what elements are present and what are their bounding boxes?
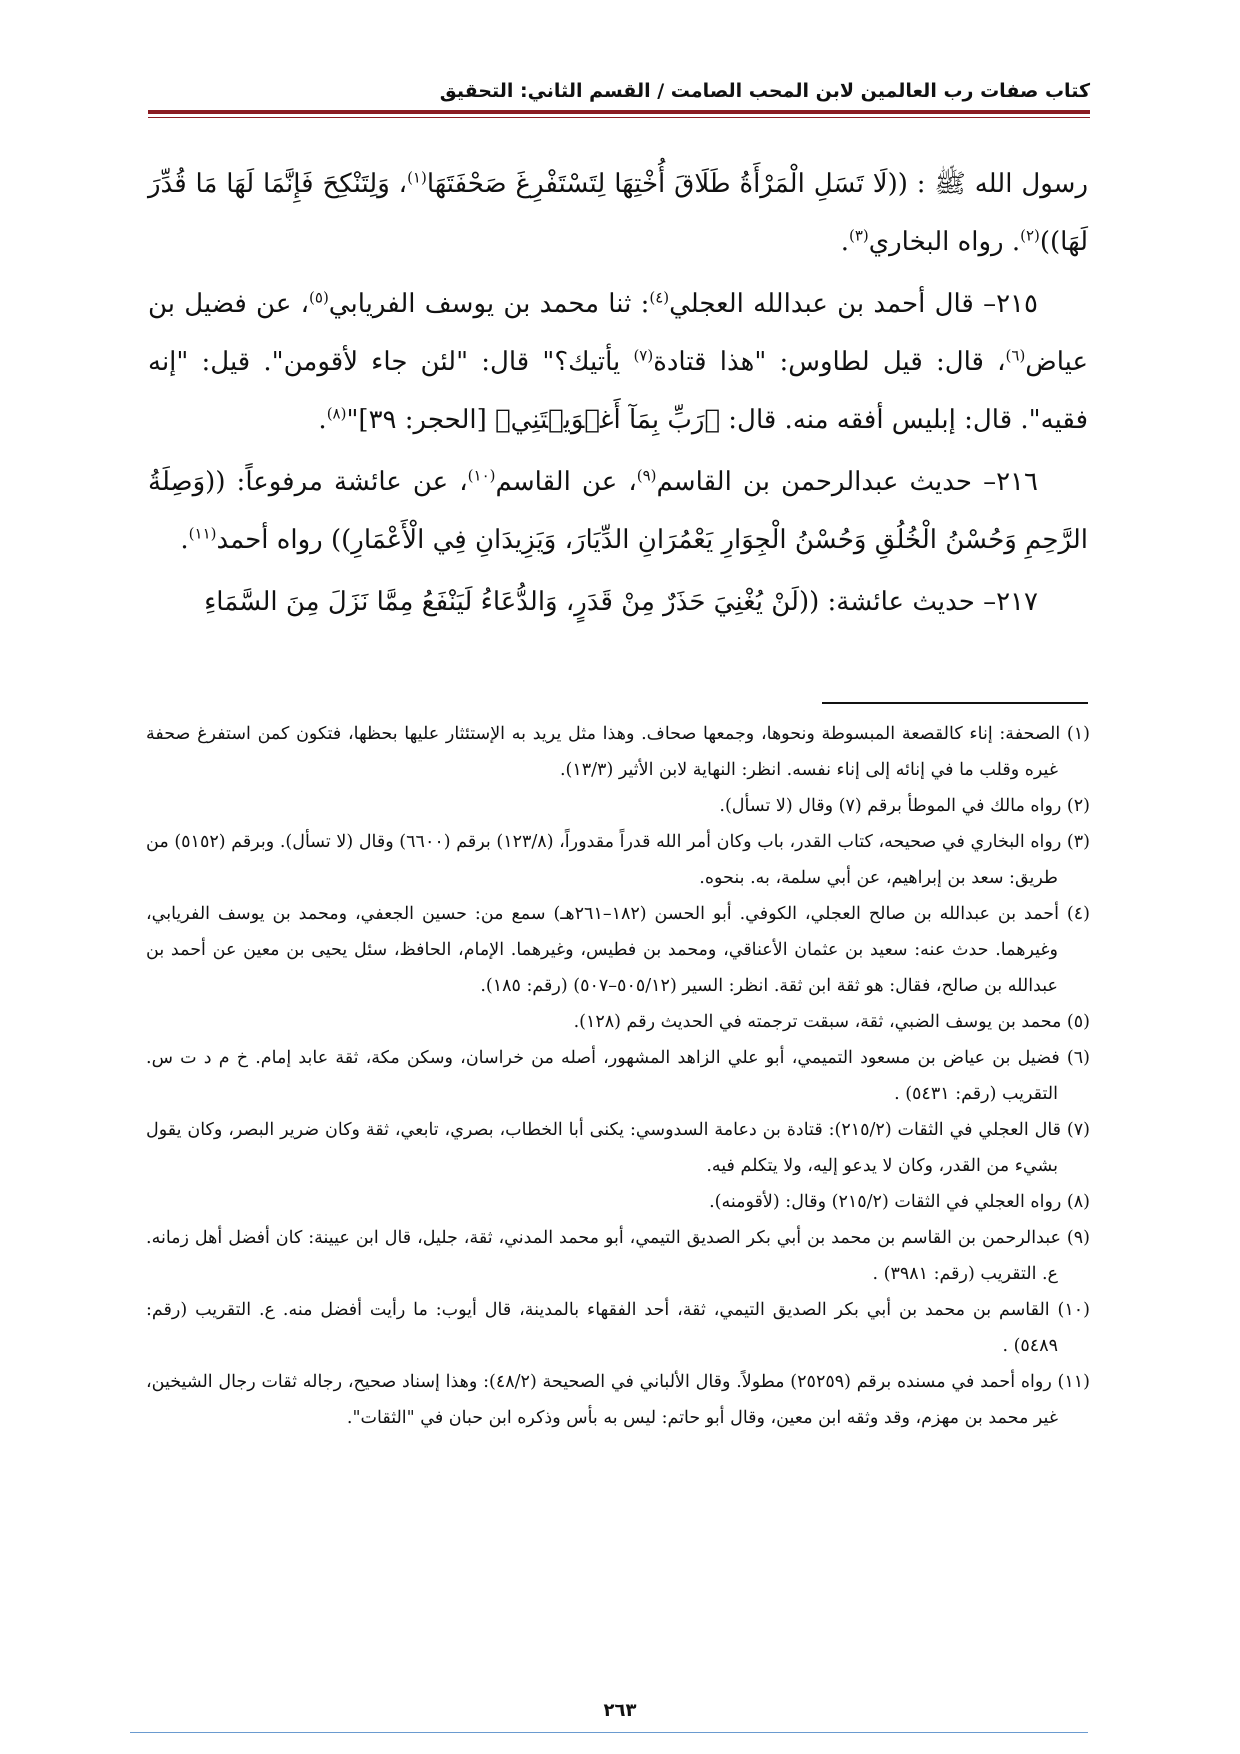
footnote-separator xyxy=(822,702,1088,704)
text-run: ، وَلِتَنْكِحَ فَإِنَّمَا لَهَا مَا قُدِّرَ لَهَا)) xyxy=(148,169,1088,257)
paragraph-hadith-216 xyxy=(148,453,1088,569)
running-title: كتاب صفات رب العالمين لابن المحب الصامت / القسم الثاني: التحقيق xyxy=(439,80,1090,102)
footnote-ref-3[interactable]: (٣) xyxy=(848,226,869,245)
footnote-ref-10[interactable]: (١٠) xyxy=(467,466,496,485)
paragraph-hadith-215 xyxy=(148,275,1088,449)
footnote-ref-6[interactable]: (٦) xyxy=(1005,346,1026,365)
text-run: : ثنا محمد بن يوسف الفريابي xyxy=(328,289,650,319)
footnote-ref-5[interactable]: (٥) xyxy=(309,288,329,307)
text-run: ٢١٥– قال أحمد بن عبدالله العجلي xyxy=(669,289,1038,319)
main-text xyxy=(148,155,1088,635)
footnote-11: (١١) رواه أحمد في مسنده برقم (٢٥٢٥٩) مطولاً. وقال الألباني في الصحيحة (٤٨/٢): وهذا إسناد صحيح، رجاله ثقات رجال الشيخين، غير محمد بن مهزم، وقد وثقه ابن معين، وقال أبو حاتم: ليس به بأس وذكره ابن حبان في "الثقات". xyxy=(146,1372,1090,1428)
text-run: . xyxy=(180,525,189,555)
text-run: ، عن عائشة مرفوعاً: ((وَصِلَةُ الرَّحِمِ وَحُسْنُ الْخُلُقِ وَحُسْنُ الْجِوَارِ يَعْمُرَانِ الدِّيَارَ، وَيَزِيدَانِ فِي الْأَعْمَارِ)) رواه أحمد xyxy=(148,467,1088,555)
header-rule-thin xyxy=(148,117,1090,118)
text-run: يأتيك؟" قال: "لئن جاء لأقومن". قيل: "إنه فقيه". قال: إبليس أفقه منه. قال: xyxy=(148,347,1088,435)
footnote-9: (٩) عبدالرحمن بن القاسم بن محمد بن أبي بكر الصديق التيمي، أبو محمد المدني، ثقة، جليل، قال ابن عيينة: كان أفضل أهل زمانه. ع. التقريب (رقم: ٣٩٨١) . xyxy=(146,1228,1090,1284)
text-run: [الحجر: ٣٩]" xyxy=(346,405,496,435)
text-run: ، عن فضيل بن عياض xyxy=(148,289,1089,377)
quran-verse: ﴿رَبِّ بِمَآ أَغۡوَيۡتَنِي﴾ xyxy=(495,405,721,435)
footnote-10: (١٠) القاسم بن محمد بن أبي بكر الصديق التيمي، ثقة، أحد الفقهاء بالمدينة، قال أيوب: ما رأيت أفضل منه. ع. التقريب (رقم: ٥٤٨٩) . xyxy=(146,1300,1090,1356)
footnote-ref-8[interactable]: (٨) xyxy=(326,404,347,423)
text-run: . xyxy=(318,405,327,435)
footnote-ref-7[interactable]: (٧) xyxy=(633,346,654,365)
footnote-3: (٣) رواه البخاري في صحيحه، كتاب القدر، باب وكان أمر الله قدراً مقدوراً، (١٢٣/٨) برقم (٦٦٠٠) وقال (لا تسأل). وبرقم (٥١٥٢) من طريق: سعد بن إبراهيم، عن أبي سلمة، به. بنحوه. xyxy=(146,832,1090,888)
footnote-1: (١) الصحفة: إناء كالقصعة المبسوطة ونحوها، وجمعها صحاف. وهذا مثل يريد به الإستئثار عليها بحظها، فتكون كمن استفرغ صحفة غيره وقلب ما في إنائه إلى إناء نفسه. انظر: النهاية لابن الأثير (١٣/٣). xyxy=(146,724,1090,780)
text-run: ٢١٧– حديث عائشة: ((لَنْ يُغْنِيَ حَذَرٌ مِنْ قَدَرٍ، وَالدُّعَاءُ لَيَنْفَعُ مِمَّا نَزَلَ مِنَ السَّمَاءِ xyxy=(204,587,1038,617)
footnote-5: (٥) محمد بن يوسف الضبي، ثقة، سبقت ترجمته في الحديث رقم (١٢٨). xyxy=(573,1012,1090,1032)
footnote-ref-2[interactable]: (٢) xyxy=(1020,226,1040,245)
footnote-2: (٢) رواه مالك في الموطأ برقم (٧) وقال (لا تسأل). xyxy=(719,796,1090,816)
footnote-8: (٨) رواه العجلي في الثقات (٢١٥/٢) وقال: (لأقومنه). xyxy=(709,1192,1090,1212)
header-rule-thick xyxy=(148,110,1090,114)
text-run: ، عن القاسم xyxy=(495,467,637,497)
paragraph-hadith-214-end xyxy=(148,155,1088,271)
text-run: ٢١٦– حديث عبدالرحمن بن القاسم xyxy=(656,467,1038,497)
footnote-4: (٤) أحمد بن عبدالله بن صالح العجلي، الكوفي. أبو الحسن (١٨٢–٢٦١هـ) سمع من: حسين الجعفي، ومحمد بن يوسف الفريابي، وغيرهما. حدث عنه: سعيد بن عثمان الأعناقي، ومحمد بن فطيس، وغيرهما. الإمام، الحافظ، سئل يحيى بن معين عن أحمد بن عبدالله بن صالح، فقال: هو ثقة ابن ثقة. انظر: السير (٥٠٥/١٢–٥٠٧) (رقم: ١٨٥). xyxy=(146,904,1090,996)
text-run: . xyxy=(840,227,849,257)
footnotes xyxy=(146,716,1090,1436)
footnote-7: (٧) قال العجلي في الثقات (٢١٥/٢): قتادة بن دعامة السدوسي: يكنى أبا الخطاب، بصري، تابعي، ثقة وكان ضرير البصر، وكان يقول بشيء من القدر، وكان لا يدعو إليه، ولا يتكلم فيه. xyxy=(146,1120,1090,1176)
text-run: . رواه البخاري xyxy=(868,227,1021,257)
footnote-ref-4[interactable]: (٤) xyxy=(649,288,670,307)
page-number: ٢٦٣ xyxy=(603,1700,637,1721)
text-run: رسول الله ﷺ : ((لَا تَسَلِ الْمَرْأَةُ طَلَاقَ أُخْتِهَا لِتَسْتَفْرِغَ صَحْفَتَهَا xyxy=(426,169,1088,199)
text-run: ، قال: قيل لطاوس: "هذا قتادة xyxy=(653,347,1006,377)
footnote-ref-9[interactable]: (٩) xyxy=(636,466,657,485)
footnote-ref-1[interactable]: (١) xyxy=(407,168,427,187)
paragraph-hadith-217 xyxy=(148,573,1088,631)
footnote-ref-11[interactable]: (١١) xyxy=(188,524,217,543)
footer-rule xyxy=(130,1732,1088,1733)
footnote-6: (٦) فضيل بن عياض بن مسعود التميمي، أبو علي الزاهد المشهور، أصله من خراسان، وسكن مكة، ثقة عابد إمام. خ م د ت س. التقريب (رقم: ٥٤٣١) . xyxy=(146,1048,1090,1104)
